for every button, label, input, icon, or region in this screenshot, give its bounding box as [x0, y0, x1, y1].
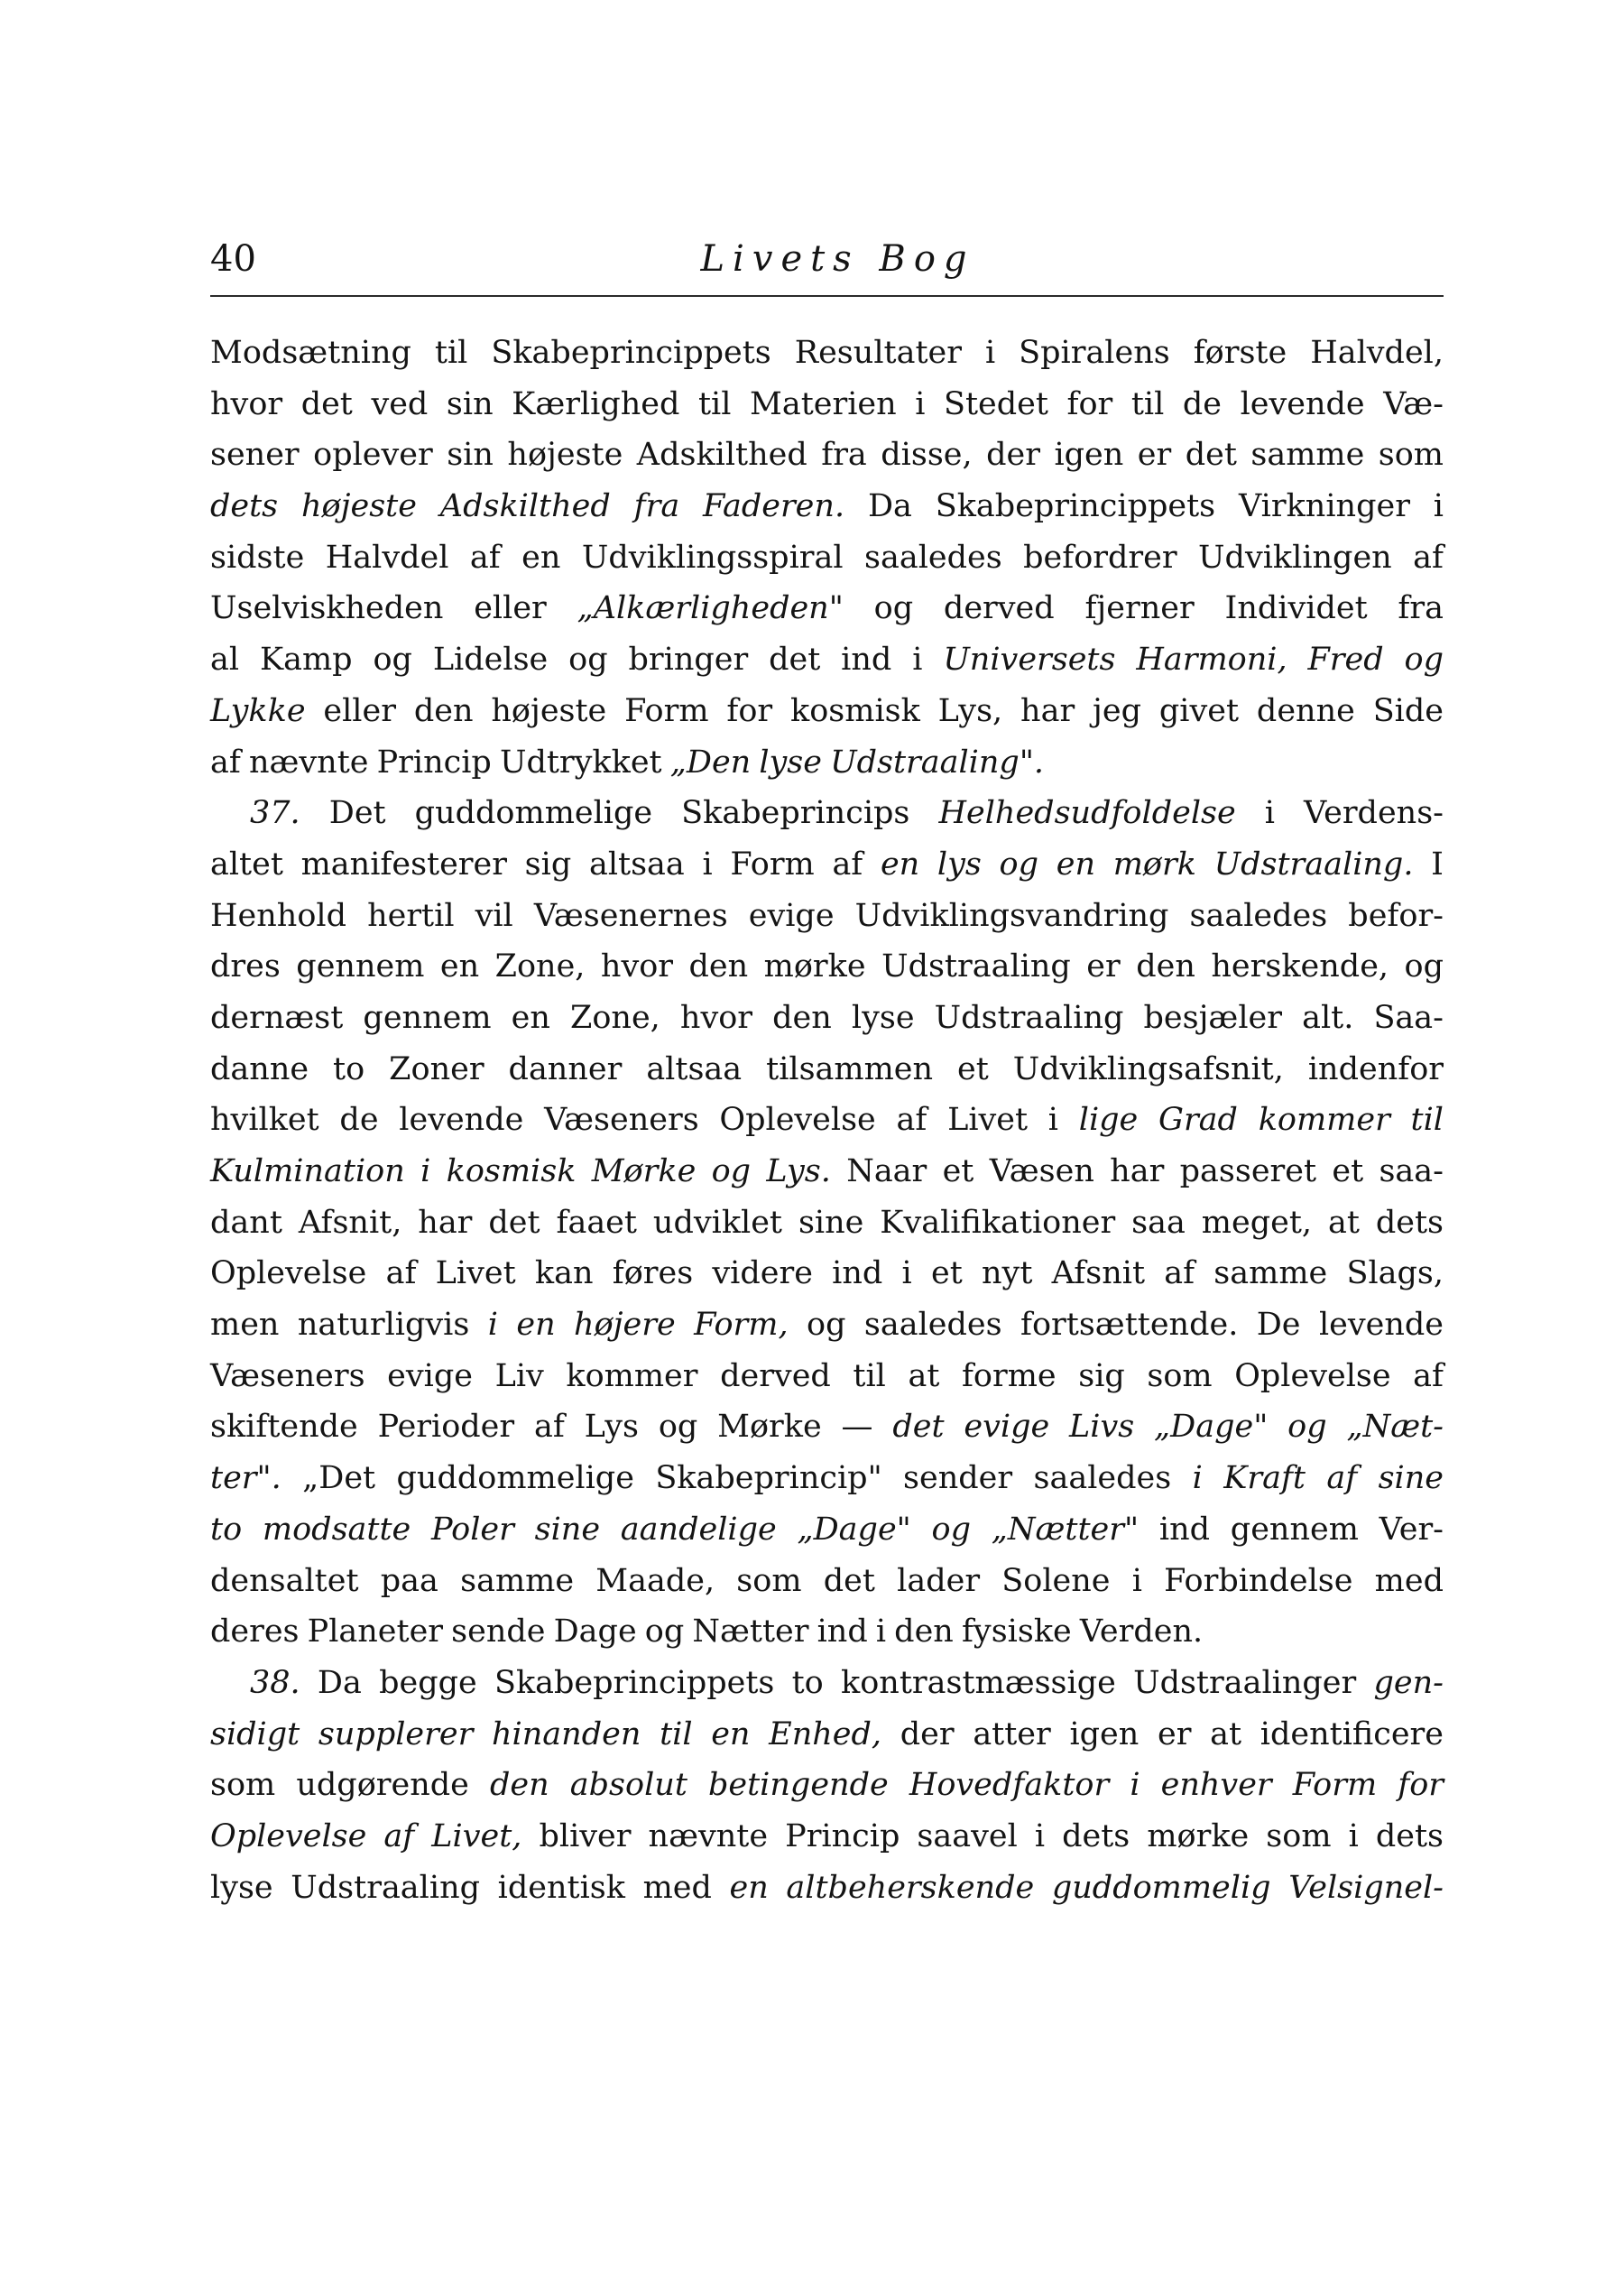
text-line: skiftende Perioder af Lys og Mørke — det evige Livs „Dage" og „Næt- — [210, 1409, 1444, 1446]
page-number: 40 — [210, 238, 256, 280]
text-line: Henhold hertil vil Væsenernes evige Udviklingsvandring saaledes befor- — [210, 897, 1444, 934]
page-header — [210, 230, 1444, 297]
text-line: men naturligvis i en højere Form, og saaledes fortsættende. De levende — [210, 1307, 1444, 1344]
text-line: Lykke eller den højeste Form for kosmisk Lys, har jeg givet denne Side — [210, 692, 1444, 729]
text-line: dant Afsnit, har det faaet udviklet sine Kvalifikationer saa meget, at dets — [210, 1204, 1444, 1241]
text-line: densaltet paa samme Maade, som det lader Solene i Forbindelse med — [210, 1562, 1444, 1599]
text-line: dres gennem en Zone, hvor den mørke Udstraaling er den herskende, og — [210, 948, 1444, 985]
text-line: danne to Zoner danner altsaa tilsammen et Udviklingsafsnit, indenfor — [210, 1050, 1444, 1087]
text-line: ter". „Det guddommelige Skabeprincip" sender saaledes i Kraft af sine — [210, 1460, 1444, 1497]
text-line: dernæst gennem en Zone, hvor den lyse Udstraaling besjæler alt. Saa- — [210, 999, 1444, 1036]
paragraph-end-line: af nævnte Princip Udtrykket „Den lyse Udstraaling". — [210, 744, 1045, 781]
text-line: altet manifesterer sig altsaa i Form af en lys og en mørk Udstraaling. I — [210, 846, 1444, 883]
paragraph-37-start: 37. Det guddommelige Skabeprincips Helhedsudfoldelse i Verdens- — [250, 795, 1444, 832]
text-line: hvilket de levende Væseners Oplevelse af Livet i lige Grad kommer til — [210, 1102, 1444, 1139]
text-line: Oplevelse af Livet kan føres videre ind i et nyt Afsnit af samme Slags, — [210, 1255, 1444, 1292]
text-line: Kulmination i kosmisk Mørke og Lys. Naar et Væsen har passeret et saa- — [210, 1153, 1444, 1189]
text-line: Oplevelse af Livet, bliver nævnte Princip saavel i dets mørke som i dets — [210, 1817, 1444, 1854]
text-line: al Kamp og Lidelse og bringer det ind i Universets Harmoni, Fred og — [210, 642, 1444, 679]
paragraph-end-line: deres Planeter sende Dage og Nætter ind i den fysiske Verden. — [210, 1613, 1204, 1650]
text-line: lyse Udstraaling identisk med en altbeherskende guddommelig Velsignel- — [210, 1869, 1444, 1906]
text-line: sener oplever sin højeste Adskilthed fra disse, der igen er det samme som — [210, 437, 1444, 474]
text-line: Uselviskheden eller „Alkærligheden" og derved fjerner Individet fra — [210, 590, 1444, 627]
text-line: sidste Halvdel af en Udviklingsspiral saaledes befordrer Udviklingen af — [210, 539, 1444, 576]
text-line: Væseners evige Liv kommer derved til at forme sig som Oplevelse af — [210, 1357, 1444, 1394]
paragraph-38-start: 38. Da begge Skabeprincippets to kontrastmæssige Udstraalinger gen- — [250, 1664, 1444, 1701]
body-text — [210, 328, 1444, 1913]
text-line: som udgørende den absolut betingende Hovedfaktor i enhver Form for — [210, 1767, 1444, 1804]
text-line: sidigt supplerer hinanden til en Enhed, der atter igen er at identificere — [210, 1715, 1444, 1752]
text-line: Modsætning til Skabeprincippets Resultater i Spiralens første Halvdel, — [210, 335, 1444, 371]
running-title: Livets Bog — [700, 238, 975, 280]
text-line: to modsatte Poler sine aandelige „Dage" og „Nætter" ind gennem Ver- — [210, 1511, 1444, 1548]
text-line: dets højeste Adskilthed fra Faderen. Da Skabeprincippets Virkninger i — [210, 488, 1444, 525]
text-line: hvor det ved sin Kærlighed til Materien i Stedet for til de levende Væ- — [210, 385, 1444, 422]
